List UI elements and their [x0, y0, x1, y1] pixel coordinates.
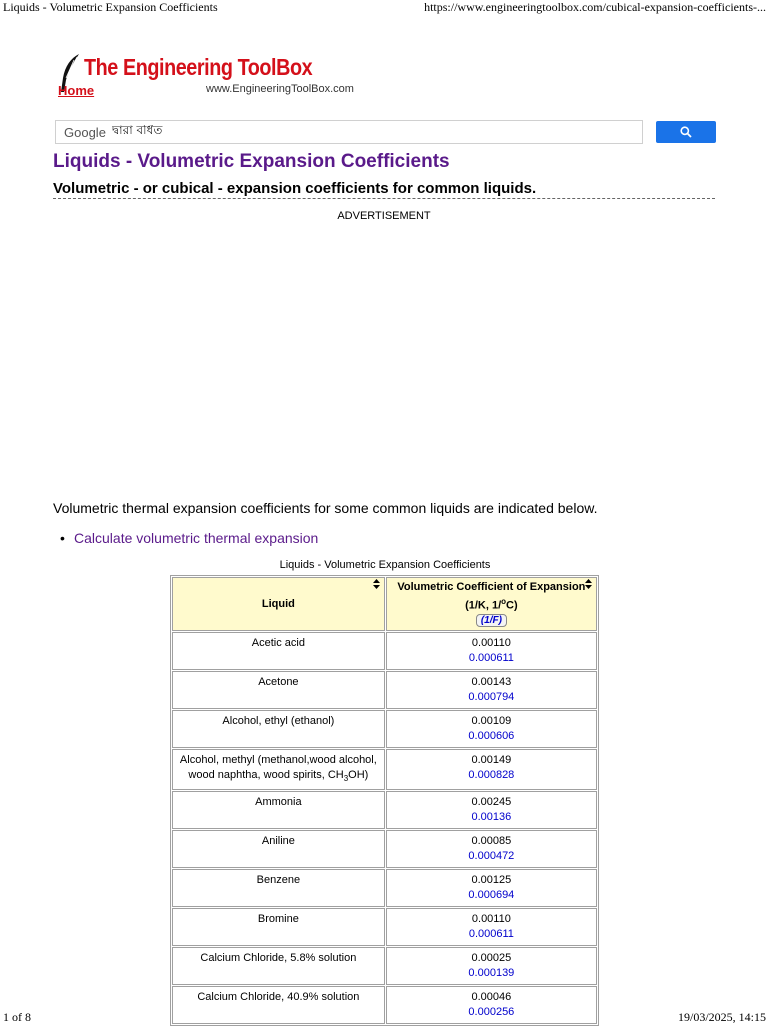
column-header-label: Liquid	[261, 598, 295, 610]
search-icon	[680, 126, 692, 138]
sort-icon[interactable]	[585, 579, 592, 589]
search-button[interactable]	[656, 121, 716, 143]
table-row	[172, 710, 597, 748]
expansion-table	[170, 575, 599, 1026]
liquid-cell: Acetone	[172, 671, 385, 709]
print-header-title: Liquids - Volumetric Expansion Coefficients	[3, 0, 218, 14]
column-header-label: Volumetric Coefficient of Expansion	[397, 581, 586, 594]
liquid-cell: Calcium Chloride, 40.9% solution	[172, 986, 385, 1024]
liquid-cell: Alcohol, ethyl (ethanol)	[172, 710, 385, 748]
value-cell: 0.00085 0.000472	[386, 830, 597, 868]
site-logo[interactable]	[54, 52, 364, 102]
value-cell: 0.00046 0.000256	[386, 986, 597, 1024]
bullet-icon: •	[60, 530, 65, 546]
page-title: Liquids - Volumetric Expansion Coefficients	[53, 151, 450, 172]
liquid-cell: Benzene	[172, 869, 385, 907]
value-cell: 0.00245 0.00136	[386, 791, 597, 829]
table-row	[172, 749, 597, 790]
google-brand-label: Google	[64, 125, 106, 140]
table-row	[172, 869, 597, 907]
table-row	[172, 947, 597, 985]
units-label: (1/K, 1/$^o$C)	[465, 597, 518, 612]
page-number: 1 of 8	[3, 1010, 31, 1024]
table-row	[172, 671, 597, 709]
page-subtitle: Volumetric - or cubical - expansion coefficients for common liquids.	[53, 180, 537, 197]
liquid-cell: Alcohol, methyl (methanol,wood alcohol, wood naphtha, wood spirits, $CH_3OH$)	[172, 749, 385, 790]
unit-toggle-button[interactable]: (1/F)	[476, 614, 507, 627]
sort-icon[interactable]	[373, 579, 380, 589]
table-caption: Liquids - Volumetric Expansion Coefficients	[279, 559, 491, 571]
liquid-cell: Aniline	[172, 830, 385, 868]
logo-title: The Engineering ToolBox	[84, 54, 313, 80]
value-cell: 0.00025 0.000139	[386, 947, 597, 985]
liquid-cell: Calcium Chloride, 5.8% solution	[172, 947, 385, 985]
value-cell: 0.00110 0.000611	[386, 908, 597, 946]
value-cell: 0.00143 0.000794	[386, 671, 597, 709]
table-row	[172, 791, 597, 829]
table-row	[172, 830, 597, 868]
advertisement-label: ADVERTISEMENT	[337, 210, 431, 222]
liquid-cell: Bromine	[172, 908, 385, 946]
value-cell: 0.00110 0.000611	[386, 632, 597, 670]
search-box[interactable]	[55, 120, 643, 144]
column-header-liquid[interactable]	[172, 577, 385, 631]
print-header	[0, 0, 768, 16]
value-cell: 0.00109 0.000606	[386, 710, 597, 748]
liquid-cell: Ammonia	[172, 791, 385, 829]
calculate-link[interactable]: Calculate volumetric thermal expansion	[74, 530, 319, 546]
table-row	[172, 908, 597, 946]
print-header-url: https://www.engineeringtoolbox.com/cubical-expansion-coefficients-...	[424, 0, 766, 14]
home-link[interactable]: Home	[58, 83, 95, 98]
value-cell: 0.00125 0.000694	[386, 869, 597, 907]
liquid-cell: Acetic acid	[172, 632, 385, 670]
search-input[interactable]	[112, 125, 612, 139]
logo-url: www.EngineeringToolBox.com	[206, 83, 354, 95]
print-datetime: 19/03/2025, 14:15	[677, 1010, 766, 1024]
list-item	[60, 530, 318, 546]
column-header-coefficient[interactable]	[386, 577, 597, 631]
divider	[53, 198, 715, 199]
value-cell: 0.00149 0.000828	[386, 749, 597, 790]
table-row	[172, 632, 597, 670]
intro-text: Volumetric thermal expansion coefficients for some common liquids are indicated below.	[53, 500, 598, 516]
